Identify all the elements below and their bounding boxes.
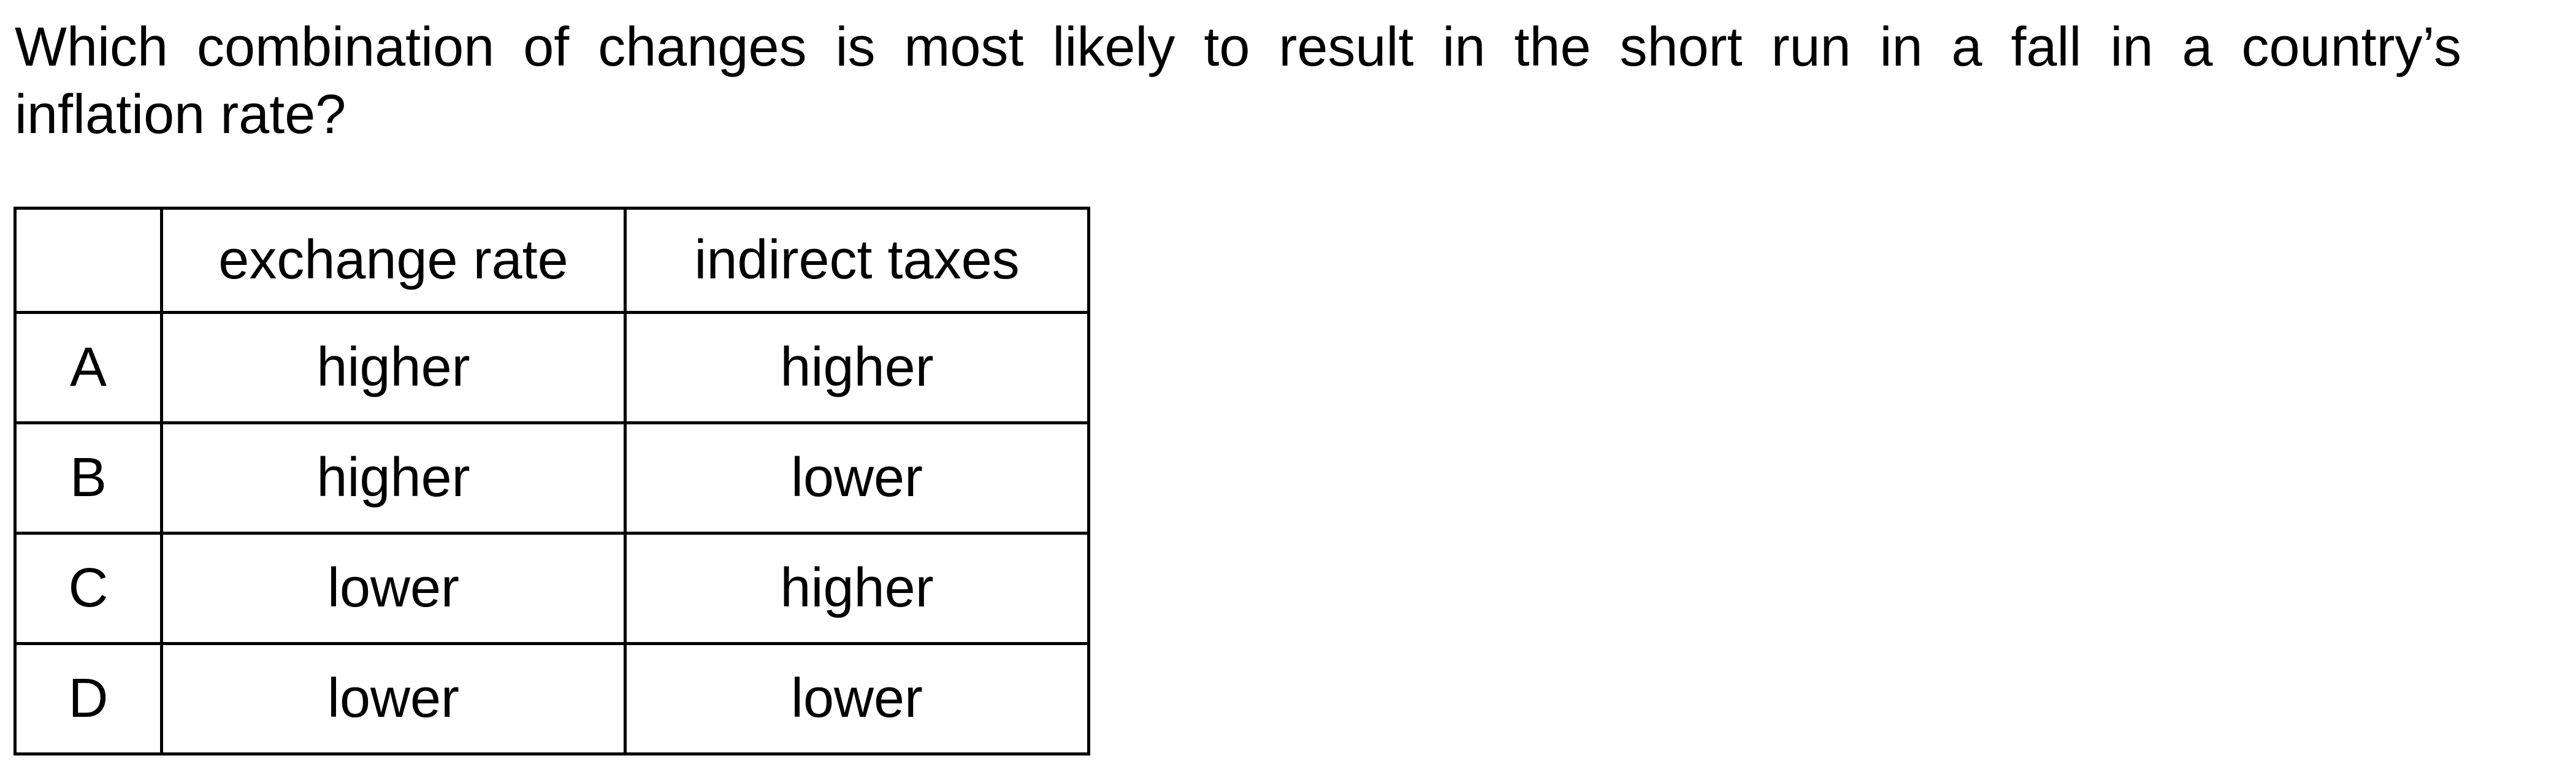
table-row-b — [15, 423, 1089, 533]
header-indirect-taxes: indirect taxes — [625, 208, 1089, 313]
option-letter-b: B — [15, 423, 162, 533]
indirect-taxes-d: lower — [625, 644, 1089, 754]
option-letter-d: D — [15, 644, 162, 754]
exchange-rate-c: lower — [162, 533, 625, 644]
table-header-row — [15, 208, 1089, 313]
header-empty-cell — [15, 208, 162, 313]
table-row-c — [15, 533, 1089, 644]
header-exchange-rate: exchange rate — [162, 208, 625, 313]
question-line-2: inflation rate? — [15, 84, 346, 145]
indirect-taxes-b: lower — [625, 423, 1089, 533]
table-row-d — [15, 644, 1089, 754]
indirect-taxes-c: higher — [625, 533, 1089, 644]
exchange-rate-d: lower — [162, 644, 625, 754]
exchange-rate-b: higher — [162, 423, 625, 533]
question-line-1: Which combination of changes is most likely to result in the short run in a fall in a country’s — [15, 17, 2461, 78]
question-text — [15, 13, 2461, 148]
indirect-taxes-a: higher — [625, 313, 1089, 423]
options-table — [13, 207, 1090, 755]
table-row-a — [15, 313, 1089, 423]
option-letter-a: A — [15, 313, 162, 423]
option-letter-c: C — [15, 533, 162, 644]
exchange-rate-a: higher — [162, 313, 625, 423]
